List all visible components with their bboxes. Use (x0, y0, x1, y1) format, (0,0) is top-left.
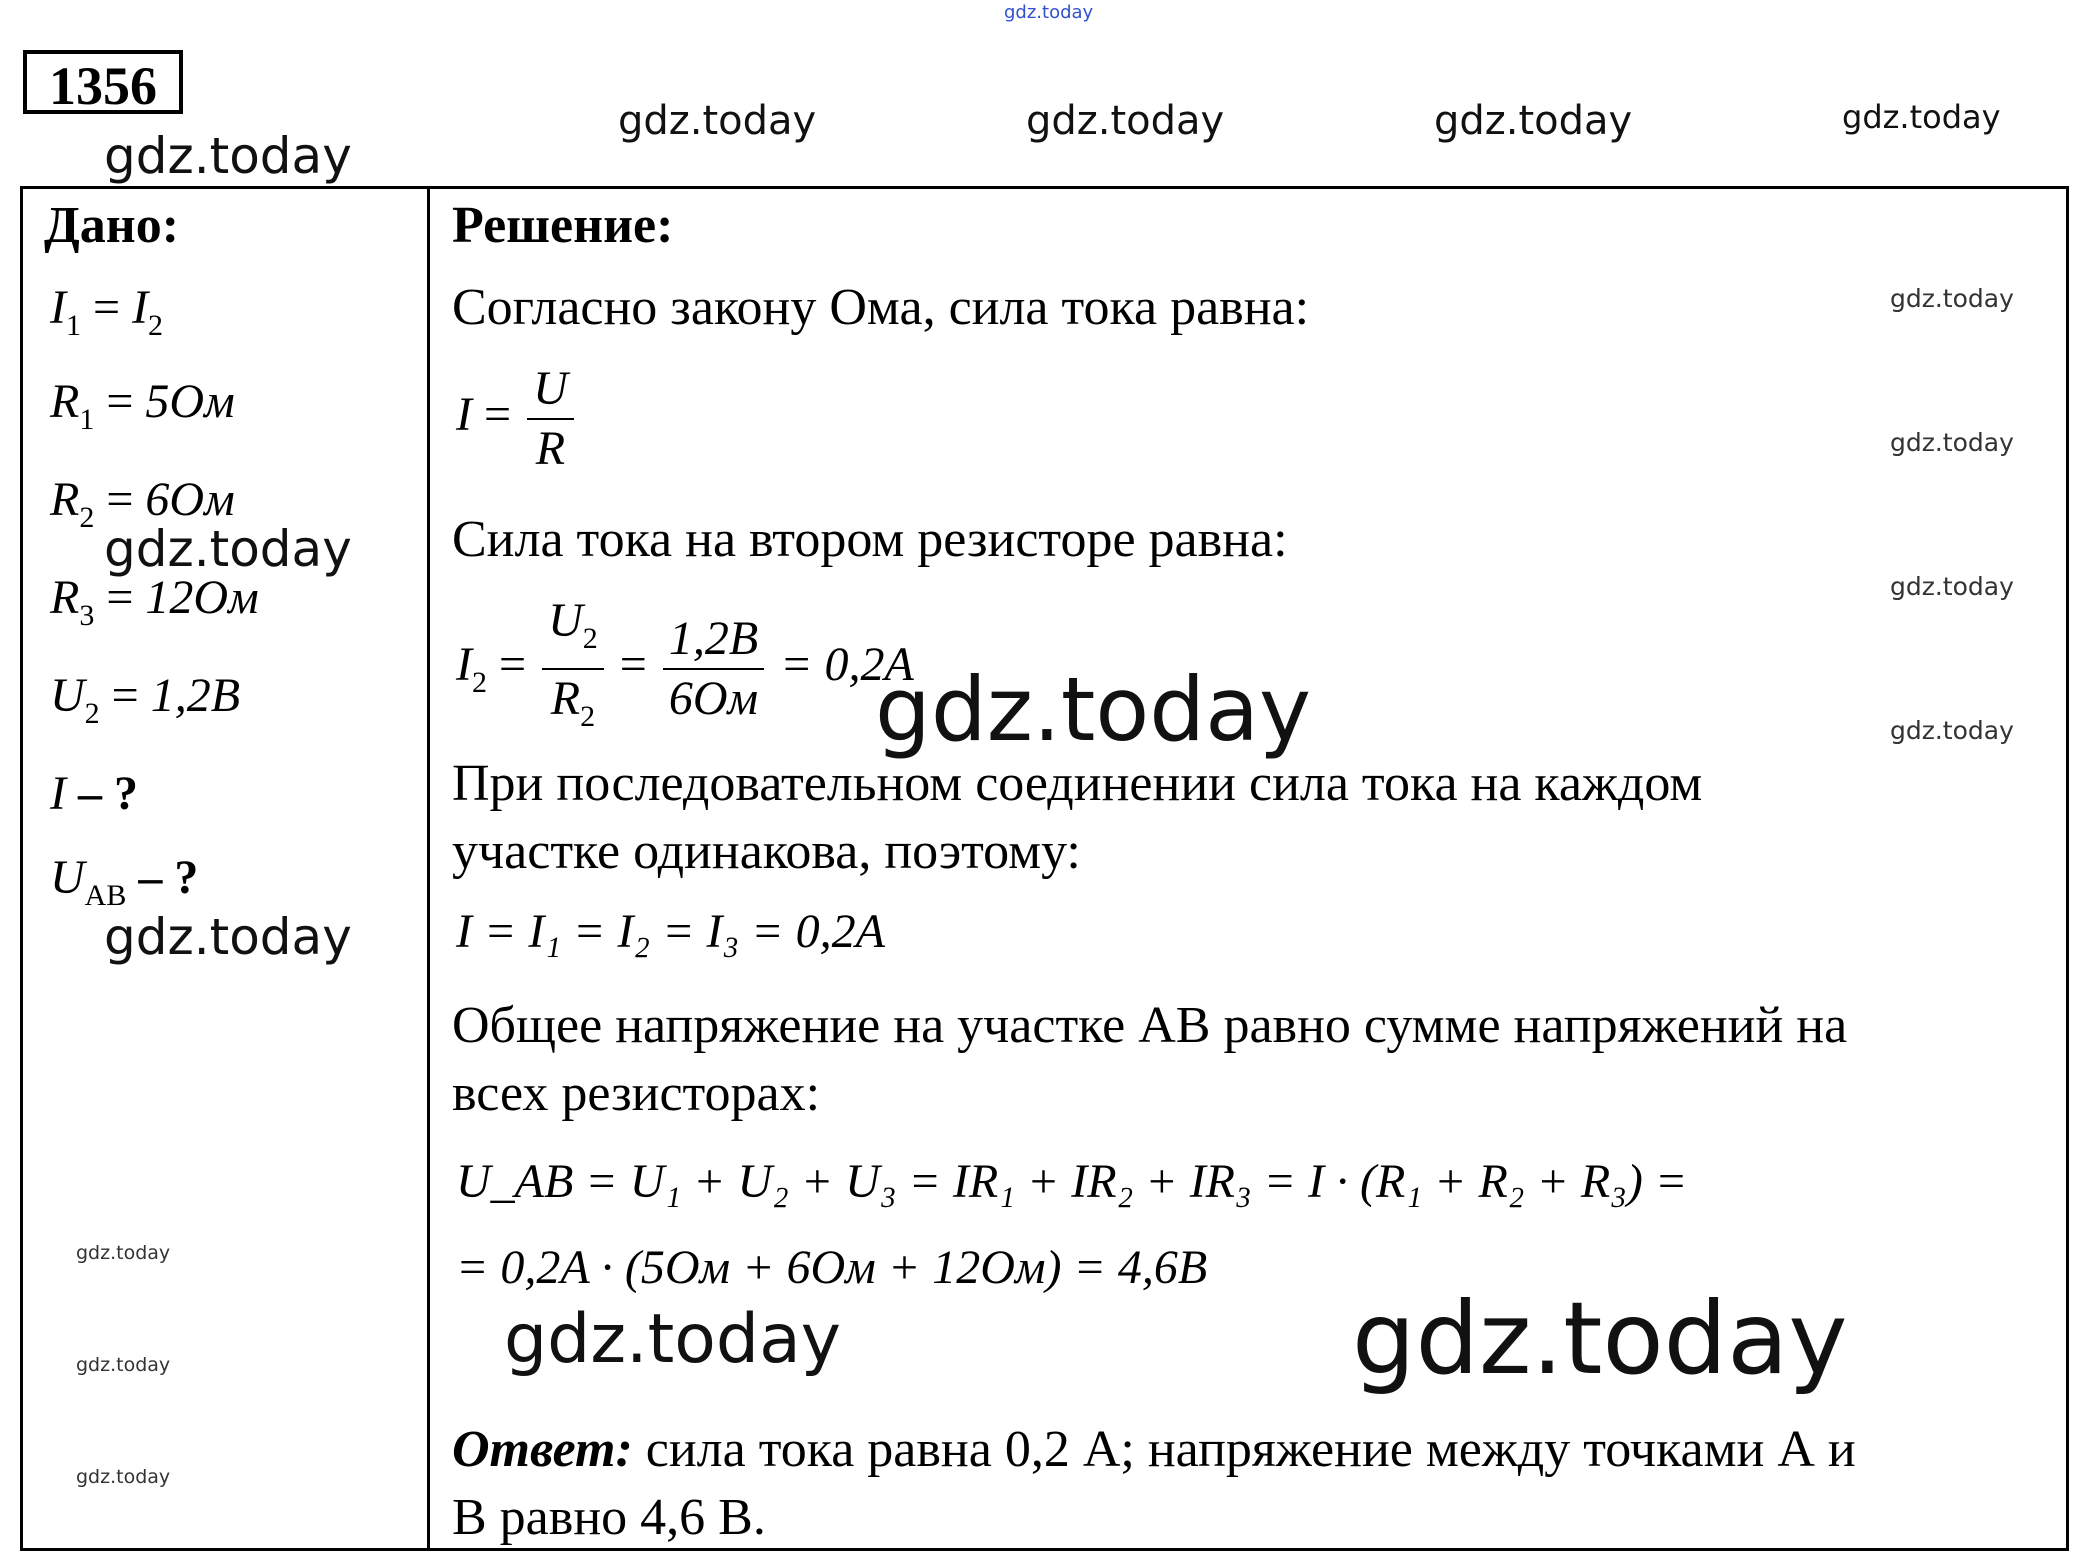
given-line-6: I – ? (50, 767, 138, 820)
formula-ohms-law: I = $\frac{U}{R}$ (456, 360, 578, 478)
answer-line-1: Ответ: сила тока равна 0,2 А; напряжение между точками А и (452, 1421, 1856, 1478)
given-line-1: $I_1 = I_2$ (50, 281, 164, 342)
solution-paragraph-3-line-1: При последовательном соединении сила тока на каждом (452, 755, 1703, 812)
watermark-left-3: gdz.today (104, 908, 352, 966)
solution-heading: Решение: (452, 197, 674, 254)
watermark-left-2: gdz.today (104, 520, 352, 578)
given-line-4: $R_3 = 12Ом$ (50, 571, 259, 632)
watermark-bottom-1: gdz.today (504, 1300, 841, 1379)
watermark-top: gdz.today (1004, 2, 1094, 23)
watermark-center-1: gdz.today (875, 658, 1312, 761)
formula-current-2: $I_2$ = $\frac{U_2}{R_2}$ = $\frac{1,2B}{6Ом}$ = 0,2A (456, 594, 914, 733)
solution-paragraph-4-line-1: Общее напряжение на участке АВ равно сумме напряжений на (452, 997, 1848, 1054)
formula-voltage-ab-line-1: U_AB = U₁ + U₂ + U₃ = IR₁ + IR₂ + IR₃ = I · (R₁ + R₂ + R₃) = (456, 1155, 1688, 1208)
task-number: 1356 (23, 50, 183, 114)
given-line-5: $U_2 = 1,2B$ (50, 669, 241, 730)
given-line-7: $U_{AB}$ – ? (50, 851, 199, 912)
watermark-bottom-2: gdz.today (1352, 1280, 1848, 1397)
solution-paragraph-3-line-2: участке одинакова, поэтому: (452, 823, 1081, 880)
formula-series-current: I = I₁ = I₂ = I₃ = 0,2A (456, 905, 885, 958)
watermark-left-1: gdz.today (104, 127, 352, 185)
given-line-2: $R_1 = 5Ом$ (50, 375, 235, 436)
given-line-3: $R_2 = 6Ом$ (50, 473, 235, 534)
solution-paragraph-4-line-2: всех резисторах: (452, 1065, 821, 1122)
answer-line-2: В равно 4,6 В. (452, 1489, 766, 1546)
watermark-header-3: gdz.today (1434, 98, 1633, 144)
watermark-right-4: gdz.today (1890, 716, 2014, 745)
formula-voltage-ab-line-2: = 0,2A · (5Ом + 6Ом + 12Ом) = 4,6B (456, 1241, 1208, 1294)
solution-paragraph-2: Сила тока на втором резисторе равна: (452, 511, 1288, 568)
watermark-left-5: gdz.today (76, 1354, 171, 1376)
watermark-left-6: gdz.today (76, 1466, 171, 1488)
watermark-header-1: gdz.today (618, 98, 817, 144)
watermark-header-2: gdz.today (1026, 98, 1225, 144)
column-divider (427, 186, 430, 1551)
watermark-right-3: gdz.today (1890, 572, 2014, 601)
given-heading: Дано: (44, 197, 180, 254)
watermark-header-4: gdz.today (1842, 98, 2001, 136)
solution-paragraph-1: Согласно закону Ома, сила тока равна: (452, 279, 1310, 336)
watermark-right-1: gdz.today (1890, 284, 2014, 313)
watermark-right-2: gdz.today (1890, 428, 2014, 457)
watermark-left-4: gdz.today (76, 1242, 171, 1264)
